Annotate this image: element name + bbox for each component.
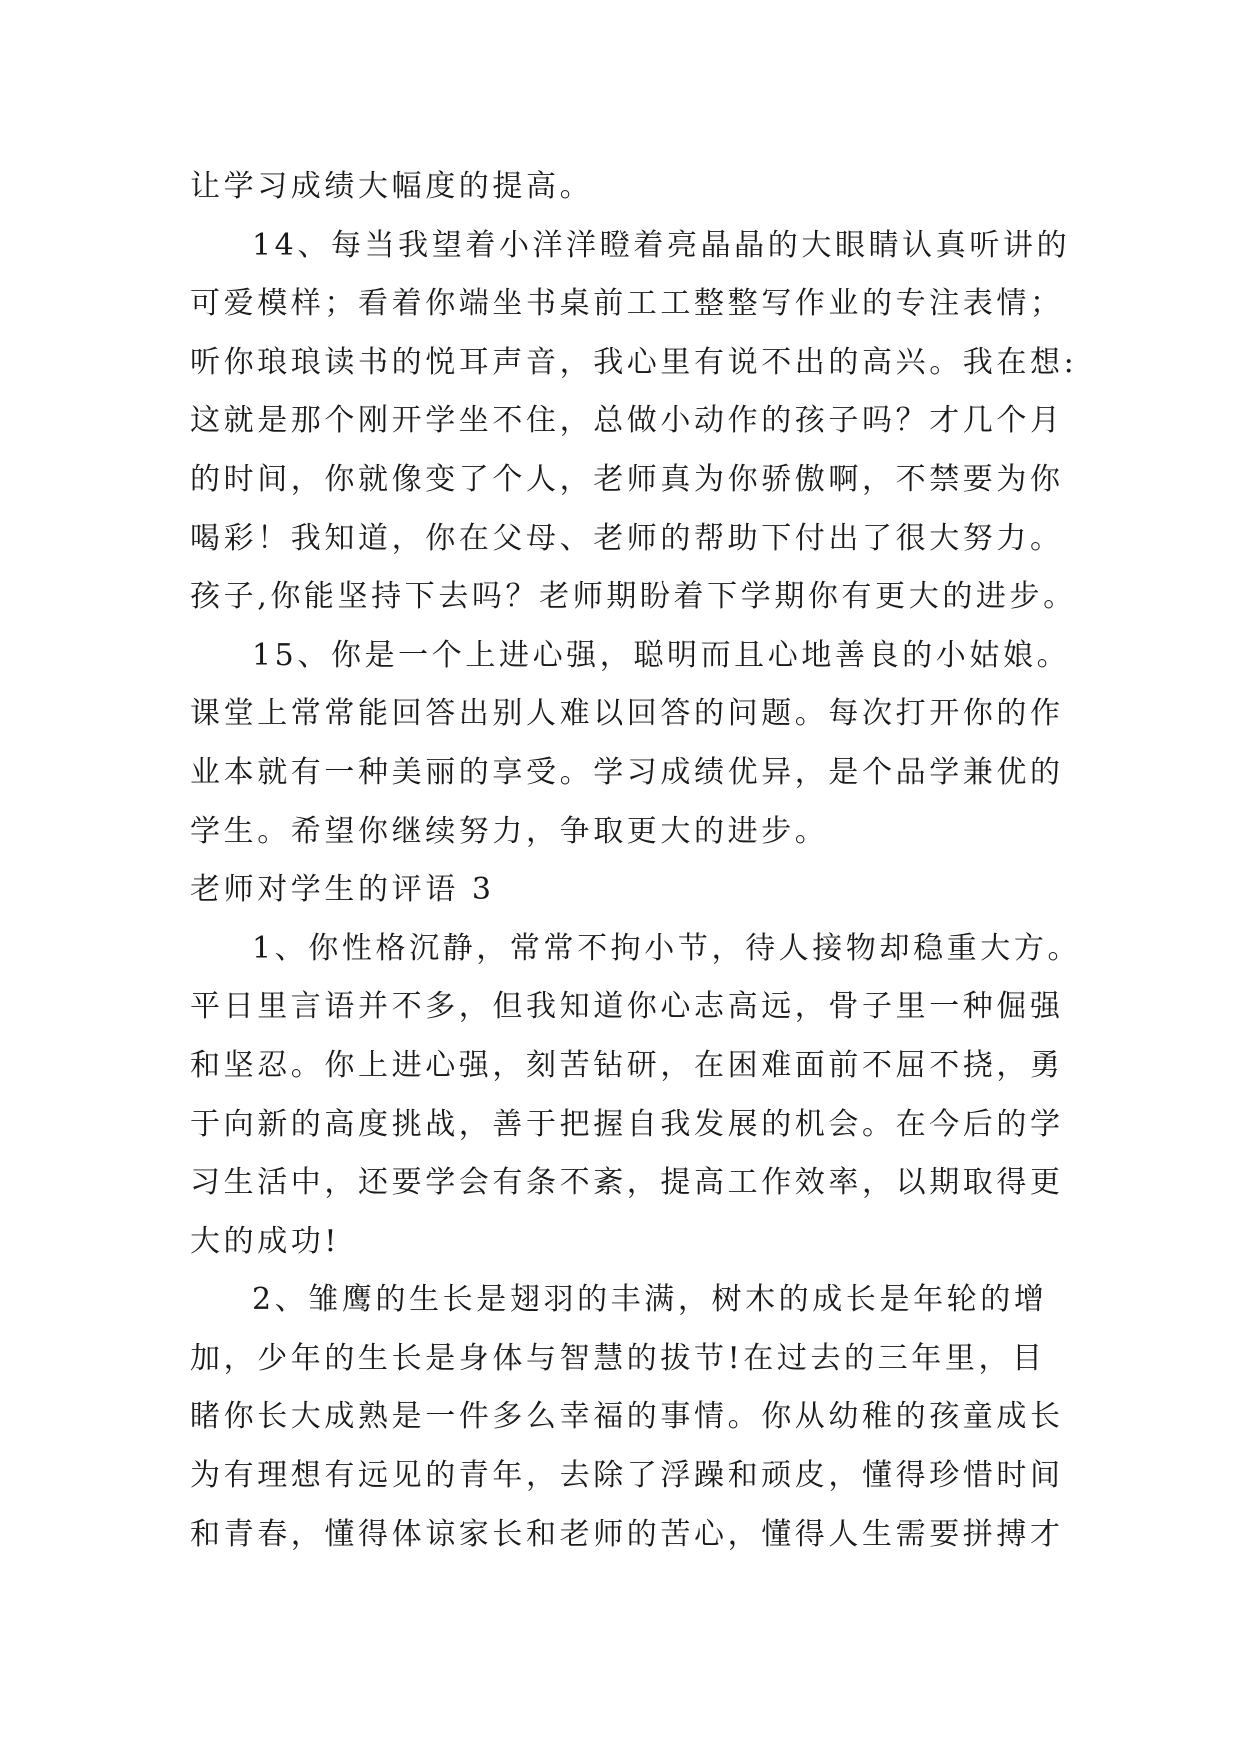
- text-line: 14、每当我望着小洋洋瞪着亮晶晶的大眼睛认真听讲的: [252, 227, 1071, 263]
- text-line: 这就是那个刚开学坐不住，总做小动作的孩子吗？才几个月: [190, 403, 1064, 439]
- text-line: 和坚忍。你上进心强，刻苦钻研，在困难面前不屈不挠，勇: [190, 1047, 1064, 1083]
- text-line: 课堂上常常能回答出别人难以回答的问题。每次打开你的作: [190, 696, 1064, 732]
- text-line: 孩子,你能坚持下去吗？老师期盼着下学期你有更大的进步。: [190, 579, 1077, 615]
- text-line: 习生活中，还要学会有条不紊，提高工作效率，以期取得更: [190, 1165, 1064, 1201]
- text-line: 学生。希望你继续努力，争取更大的进步。: [190, 813, 829, 849]
- text-line: 为有理想有远见的青年，去除了浮躁和顽皮，懂得珍惜时间: [190, 1458, 1064, 1494]
- text-line: 业本就有一种美丽的享受。学习成绩优异，是个品学兼优的: [190, 754, 1064, 790]
- text-line: 听你琅琅读书的悦耳声音，我心里有说不出的高兴。我在想:: [190, 344, 1078, 380]
- text-line: 和青春，懂得体谅家长和老师的苦心，懂得人生需要拼搏才: [190, 1516, 1064, 1552]
- text-line: 平日里言语并不多，但我知道你心志高远，骨子里一种倔强: [190, 989, 1064, 1025]
- text-line: 的时间，你就像变了个人，老师真为你骄傲啊，不禁要为你: [190, 461, 1064, 497]
- text-line: 1、你性格沉静，常常不拘小节，待人接物却稳重大方。: [252, 930, 1082, 966]
- text-line: 喝彩！我知道，你在父母、老师的帮助下付出了很大努力。: [190, 520, 1064, 556]
- text-line: 加，少年的生长是身体与智慧的拔节!在过去的三年里，目: [190, 1340, 1046, 1376]
- text-line: 于向新的高度挑战，善于把握自我发展的机会。在今后的学: [190, 1106, 1064, 1142]
- text-line: 大的成功!: [190, 1223, 341, 1259]
- document-body: [190, 158, 1082, 1564]
- section-heading: 老师对学生的评语 3: [190, 872, 495, 908]
- text-line: 睹你长大成熟是一件多么幸福的事情。你从幼稚的孩童成长: [190, 1399, 1064, 1435]
- text-line: 2、雏鹰的生长是翅羽的丰满，树木的成长是年轮的增: [252, 1282, 1048, 1318]
- text-line: 可爱模样；看着你端坐书桌前工工整整写作业的专注表情；: [190, 286, 1064, 322]
- text-line: 让学习成绩大幅度的提高。: [190, 169, 594, 204]
- text-line: 15、你是一个上进心强，聪明而且心地善良的小姑娘。: [252, 637, 1071, 673]
